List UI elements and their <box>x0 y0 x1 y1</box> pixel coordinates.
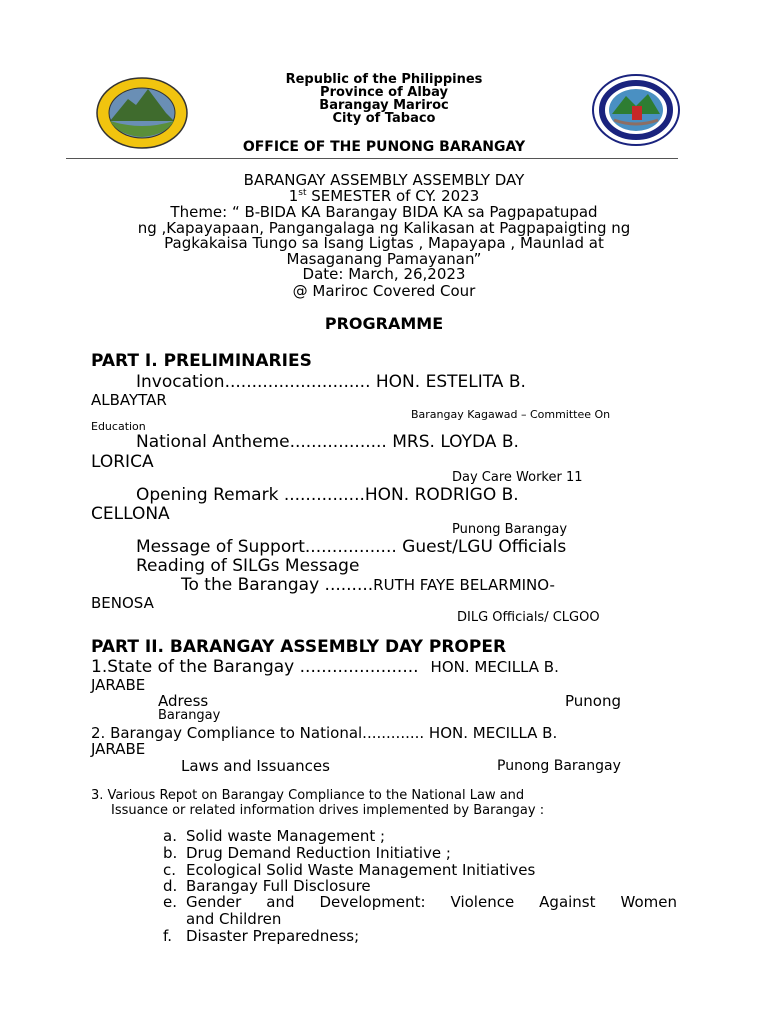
support-line: Message of Support................. Guest/LGU Officials <box>136 537 567 557</box>
silg-to-line: To the Barangay .........RUTH FAYE BELARMINO- <box>181 575 555 595</box>
silg-role: DILG Officials/ CLGOO <box>457 610 600 625</box>
header-divider <box>66 158 678 159</box>
item3-line2: Issuance or related information drives implemented by Barangay : <box>111 803 545 818</box>
part1-heading: PART I. PRELIMINARIES <box>91 351 312 371</box>
anthem-role: Day Care Worker 11 <box>452 470 583 485</box>
office-title: OFFICE OF THE PUNONG BARANGAY <box>242 139 526 155</box>
invocation-role: Barangay Kagawad – Committee On <box>411 408 611 421</box>
event-theme-line4: Masaganang Pamayanan” <box>286 250 482 268</box>
item1-line: 1.State of the Barangay ...................... HON. MECILLA B. <box>91 657 559 677</box>
item1-name-cont: JARABE <box>91 676 146 694</box>
item1-sub-cont: Barangay <box>158 708 221 723</box>
opening-name-cont: CELLONA <box>91 504 170 524</box>
event-title: BARANGAY ASSEMBLY ASSEMBLY DAY <box>243 171 525 189</box>
header-barangay: Barangay Mariroc <box>319 98 449 113</box>
opening-line: Opening Remark ...............HON. RODRIGO B. <box>136 485 519 505</box>
item1-sub-left: Adress <box>158 692 209 710</box>
event-theme-line1: Theme: “ B-BIDA KA Barangay BIDA KA sa Pagpapatupad <box>170 203 598 221</box>
opening-role: Punong Barangay <box>452 522 568 537</box>
event-theme-line2: ng ,Kapayapaan, Pangangalaga ng Kalikasan at Pagpapaigting ng <box>137 219 631 237</box>
header-province: Province of Albay <box>320 85 448 100</box>
header-city: City of Tabaco <box>332 111 436 126</box>
event-venue: @ Mariroc Covered Cour <box>292 282 476 300</box>
item2-name-cont: JARABE <box>91 740 146 758</box>
invocation-role-cont: Education <box>91 420 146 433</box>
programme-title: PROGRAMME <box>324 314 444 333</box>
anthem-name-cont: LORICA <box>91 452 154 472</box>
list-item: b. Drug Demand Reduction Initiative ; <box>163 844 451 862</box>
event-semester: 1st SEMESTER of CY. 2023 <box>288 187 480 205</box>
item1-sub-right: Punong <box>565 692 622 710</box>
list-item: d. Barangay Full Disclosure <box>163 877 371 895</box>
item2-sub-left: Laws and Issuances <box>181 757 330 775</box>
silg-line: Reading of SILGs Message <box>136 556 360 576</box>
item2-sub-right: Punong Barangay <box>497 758 621 774</box>
list-item: c. Ecological Solid Waste Management Initiatives <box>163 861 536 879</box>
anthem-line: National Antheme.................. MRS. LOYDA B. <box>136 432 519 452</box>
invocation-name-cont: ALBAYTAR <box>91 391 167 409</box>
event-date: Date: March, 26,2023 <box>302 265 466 283</box>
part2-heading: PART II. BARANGAY ASSEMBLY DAY PROPER <box>91 637 507 657</box>
list-item: f. Disaster Preparedness; <box>163 927 360 945</box>
item3-line1: 3. Various Repot on Barangay Compliance to the National Law and <box>91 788 525 803</box>
item2-line: 2. Barangay Compliance to National............. HON. MECILLA B. <box>91 724 558 742</box>
list-item: a. Solid waste Management ; <box>163 827 386 845</box>
invocation-line: Invocation........................... HON. ESTELITA B. <box>136 372 526 392</box>
event-theme-line3: Pagkakaisa Tungo sa Isang Ligtas , Mapayapa , Maunlad at <box>164 234 604 252</box>
header-republic: Republic of the Philippines <box>285 72 483 87</box>
list-item-gender-cont: and Children <box>186 910 282 928</box>
silg-name-cont: BENOSA <box>91 594 154 612</box>
list-item-gender: e. Gender and Development: Violence Against Women <box>163 893 677 911</box>
